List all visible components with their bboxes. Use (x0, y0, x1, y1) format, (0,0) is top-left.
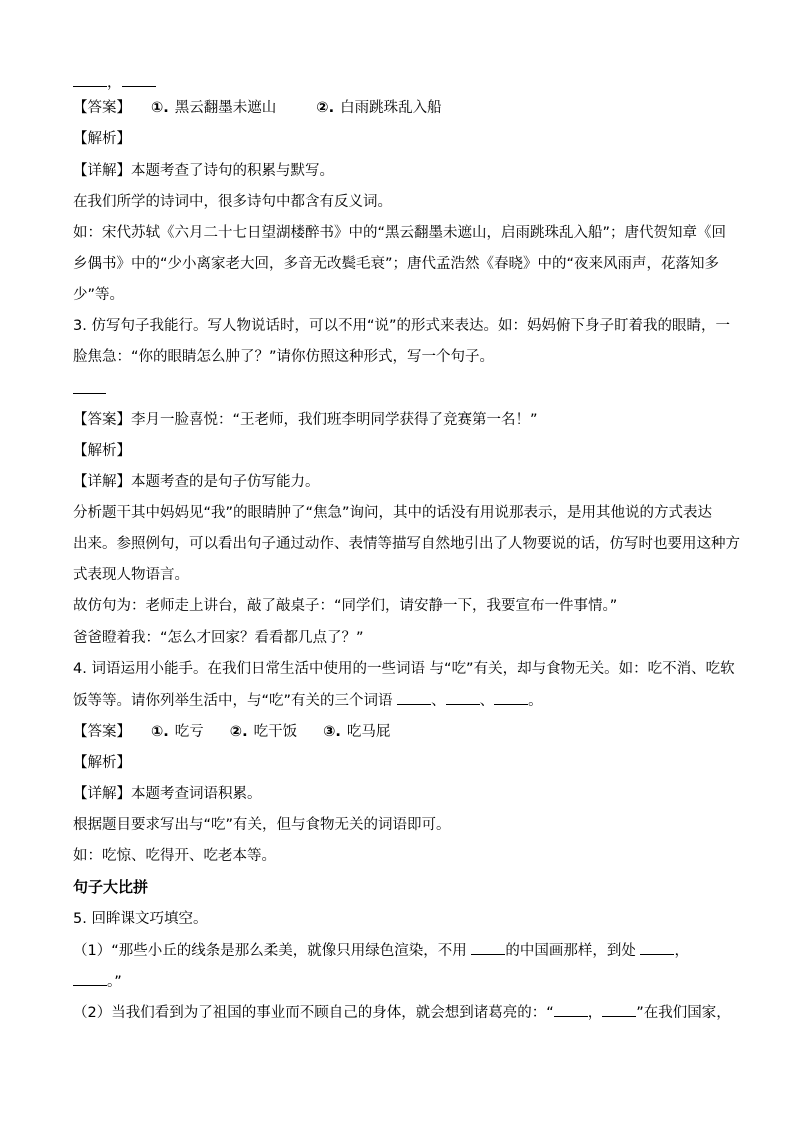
q3-answer: 【答案】李月一脸喜悦：“王老师，我们班李明同学获得了竞赛第一名！” (73, 412, 538, 428)
question-stem: 4. 词语运用小能手。在我们日常生活中使用的一些词语 与“吃”有关，却与食物无关。如：吃不消、吃软 (73, 661, 735, 677)
q4-answer: 【答案】 ①. 吃亏 ②. 吃干饭 ③. 吃马屁 (73, 724, 391, 740)
paragraph-line: 根据题目要求写出与“吃”有关，但与食物无关的词语即可。 (73, 817, 451, 833)
detail-line: 【详解】本题考查了诗句的积累与默写。 (73, 163, 334, 179)
fill-blank (471, 940, 505, 955)
paragraph-line: 式表现人物语言。 (73, 567, 189, 583)
answer-blank-line: ， (73, 72, 156, 93)
question-stem: 5. 回眸课文巧填空。 (73, 911, 208, 927)
paragraph-line: 乡偶书》中的“少小离家老大回，多音无改鬓毛衰”；唐代孟浩然《春晓》中的“夜来风雨声，花落知多 (73, 256, 720, 272)
analysis-label: 【解析】 (73, 131, 131, 147)
fill-blank (640, 940, 674, 955)
sub-question-1-cont: 。” (73, 971, 122, 992)
sub-question-1: （1）“那些小丘的线条是那么柔美，就像只用绿色渲染，不用 的中国画那样，到处 ， (73, 940, 689, 961)
question-stem: 脸焦急：“你的眼睛怎么肿了？”请你仿照这种形式，写一个句子。 (73, 349, 495, 365)
question-stem: 饭等等。请你列举生活中，与“吃”有关的三个词语 、 、 。 (73, 690, 543, 711)
answer-label: 【答案】 (73, 100, 131, 116)
fill-blank (602, 1002, 636, 1017)
analysis-label: 【解析】 (73, 755, 131, 771)
fill-blank (73, 393, 106, 394)
detail-line: 【详解】本题考查词语积累。 (73, 786, 262, 802)
fill-blank (446, 690, 480, 705)
analysis-label: 【解析】 (73, 443, 131, 459)
fill-blank (122, 72, 156, 87)
paragraph-line: 故仿句为：老师走上讲台，敲了敲桌子：“同学们，请安静一下，我要宣布一件事情。” (73, 598, 618, 614)
paragraph-line: 如：宋代苏轼《六月二十七日望湖楼醉书》中的“黑云翻墨未遮山，启雨跳珠乱入船”；唐代贺知章《回 (73, 225, 727, 241)
paragraph-line: 在我们所学的诗词中，很多诗句中都含有反义词。 (73, 194, 392, 210)
detail-line: 【详解】本题考查的是句子仿写能力。 (73, 474, 320, 490)
fill-blank (397, 690, 431, 705)
paragraph-line: 如：吃惊、吃得开、吃老本等。 (73, 848, 276, 864)
paragraph-line: 爸爸瞪着我：“怎么才回家？看看都几点了？” (73, 630, 364, 646)
paragraph-line: 少”等。 (73, 287, 125, 303)
paragraph-line: 出来。参照例句，可以看出句子通过动作、表情等描写自然地引出了人物要说的话，仿写时也要用这种方 (73, 536, 740, 552)
section-heading: 句子大比拼 (73, 878, 149, 896)
question-stem: 3. 仿写句子我能行。写人物说话时，可以不用“说”的形式来表达。如：妈妈俯下身子盯着我的眼睛，一 (73, 318, 730, 334)
fill-blank (494, 690, 528, 705)
q2-answer: 【答案】 ①. 黑云翻墨未遮山 ②. 白雨跳珠乱入船 (73, 100, 442, 116)
answer-label: 【答案】 (73, 412, 131, 428)
sub-question-2: （2）当我们看到为了祖国的事业而不顾自己的身体，就会想到诸葛亮的：“ ， ”在我们国家， (73, 1002, 731, 1023)
paragraph-line: 分析题干其中妈妈见“我”的眼睛肿了“焦急”询问，其中的话没有用说那表示，是用其他说的方式表达 (73, 505, 713, 521)
fill-blank (73, 971, 107, 986)
fill-blank (554, 1002, 588, 1017)
answer-label: 【答案】 (73, 724, 131, 740)
fill-blank (73, 72, 107, 87)
